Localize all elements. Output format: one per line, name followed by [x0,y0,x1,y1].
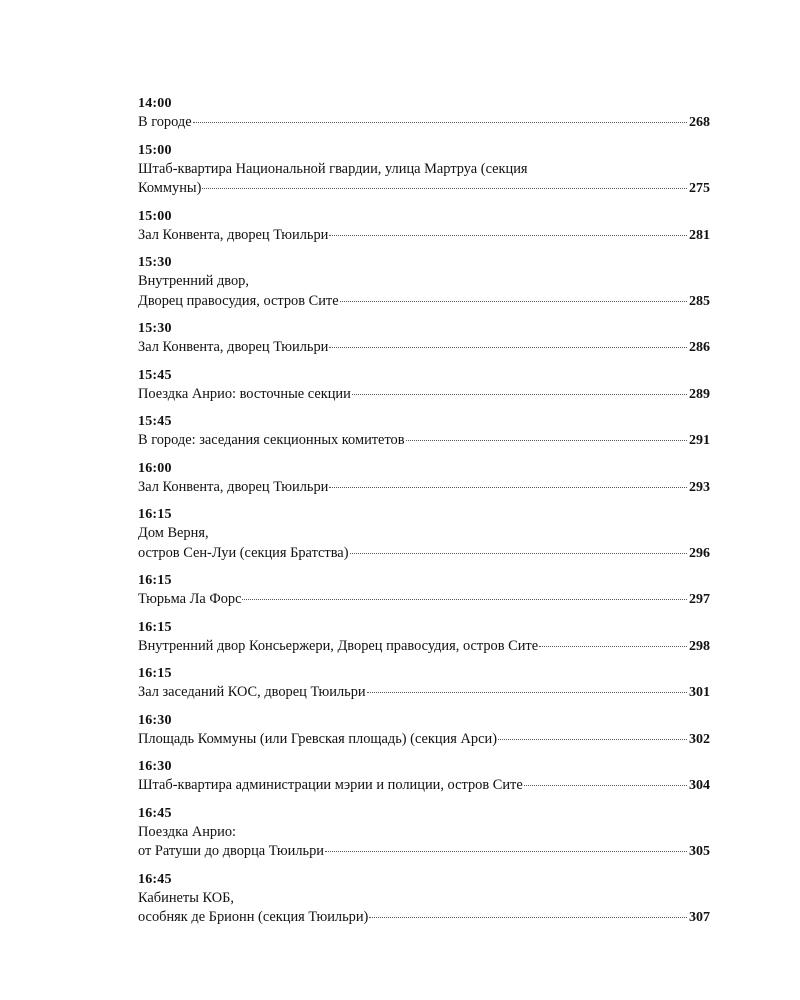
entry-time: 15:30 [138,255,172,270]
toc-entry[interactable] [138,505,710,563]
entry-page-number: 304 [689,778,710,793]
entry-title: Зал заседаний КОС, дворец Тюильри [138,684,366,700]
toc-entry[interactable] [138,459,710,498]
entry-title-line [138,908,710,928]
toc-entry[interactable] [138,141,710,199]
entry-title-line [138,179,710,199]
dot-leader [193,122,687,123]
dot-leader [369,917,687,918]
toc-entry[interactable] [138,804,710,862]
dot-leader [329,347,687,348]
entry-title: остров Сен-Луи (секция Братства) [138,544,349,561]
entry-time: 15:45 [138,367,172,383]
toc-entry[interactable] [138,664,710,703]
dot-leader [242,599,687,600]
dot-leader [406,440,687,441]
entry-title-line [138,776,710,796]
entry-title: Зал Конвента, дворец Тюильри [138,339,329,355]
dot-leader [367,692,687,693]
entry-time: 16:30 [138,712,172,728]
dot-leader [498,739,687,740]
toc-entry[interactable] [138,319,710,358]
entry-title-line [138,431,710,451]
dot-leader [325,851,687,852]
dot-leader [524,785,687,786]
entry-title: Поездка Анрио: [138,823,237,840]
entry-title-line [138,478,710,498]
entry-title: особняк де Брионн (секция Тюильри) [138,909,369,925]
entry-title: от Ратуши до дворца Тюильри [138,843,324,859]
entry-page-number: 286 [689,340,710,355]
entry-time: 14:00 [138,96,172,111]
entry-title: Поездка Анрио: восточные секции [138,385,351,402]
entry-page-number: 293 [689,479,710,495]
entry-time: 16:30 [138,759,172,774]
entry-title-line [138,385,710,405]
entry-page-number: 275 [689,181,710,196]
entry-time: 16:15 [138,507,172,522]
toc-entry[interactable] [138,618,710,657]
toc-entry[interactable] [138,366,710,405]
entry-title: Зал Конвента, дворец Тюильри [138,478,329,495]
entry-title-line [138,544,710,564]
entry-title: Внутренний двор, [138,273,249,289]
entry-title: Дом Верня, [138,525,209,541]
entry-title: Тюрьма Ла Форс [138,591,242,607]
entry-title-line [138,590,710,610]
entry-time: 15:00 [138,208,172,224]
entry-time: 16:45 [138,871,172,887]
entry-time: 16:00 [138,460,172,476]
entry-title: Коммуны) [138,180,202,196]
entry-page-number: 291 [689,433,710,448]
entry-title: Штаб-квартира администрации мэрии и полиции, остров Сите [138,777,523,793]
toc-entry[interactable] [138,711,710,750]
table-of-contents [138,94,710,936]
entry-title: Штаб-квартира Национальной гвардии, улица Мартруа (секция [138,160,528,177]
entry-time: 16:15 [138,666,172,681]
entry-title-line [138,842,710,862]
entry-title-line [138,637,710,657]
toc-entry[interactable] [138,412,710,451]
entry-page-number: 289 [689,386,710,402]
entry-time: 16:15 [138,619,172,635]
entry-title: Кабинеты КОБ, [138,889,234,906]
entry-time: 16:15 [138,573,172,588]
entry-time: 15:30 [138,321,172,336]
dot-leader [202,188,687,189]
entry-time: 15:45 [138,414,172,429]
entry-title: В городе: заседания секционных комитетов [138,432,405,448]
entry-page-number: 301 [689,685,710,700]
entry-title-line [138,226,710,246]
toc-entry[interactable] [138,253,710,311]
entry-page-number: 281 [689,227,710,243]
entry-title: В городе [138,114,192,130]
entry-title: Дворец правосудия, остров Сите [138,292,339,309]
entry-time: 15:00 [138,142,172,158]
dot-leader [340,301,687,302]
toc-entry[interactable] [138,870,710,928]
toc-entry[interactable] [138,207,710,246]
entry-title: Внутренний двор Консьержери, Дворец правосудия, остров Сите [138,637,539,654]
entry-page-number: 268 [689,115,710,130]
entry-page-number: 302 [689,731,710,747]
dot-leader [350,553,688,554]
toc-entry[interactable] [138,571,710,610]
entry-page-number: 305 [689,844,710,859]
entry-page-number: 285 [689,293,710,309]
entry-title-line [138,113,710,133]
entry-page-number: 298 [689,638,710,654]
dot-leader [352,394,687,395]
toc-entry[interactable] [138,757,710,796]
entry-title-line [138,292,710,312]
entry-page-number: 296 [689,545,710,561]
dot-leader [539,646,687,647]
entry-page-number: 307 [689,910,710,925]
entry-title-line [138,683,710,703]
entry-title-line [138,730,710,750]
entry-title: Зал Конвента, дворец Тюильри [138,226,329,243]
entry-time: 16:45 [138,805,172,821]
entry-title-line [138,338,710,358]
entry-title: Площадь Коммуны (или Гревская площадь) (секция Арси) [138,730,497,747]
toc-entry[interactable] [138,94,710,133]
entry-page-number: 297 [689,592,710,607]
dot-leader [329,235,687,236]
dot-leader [329,487,687,488]
